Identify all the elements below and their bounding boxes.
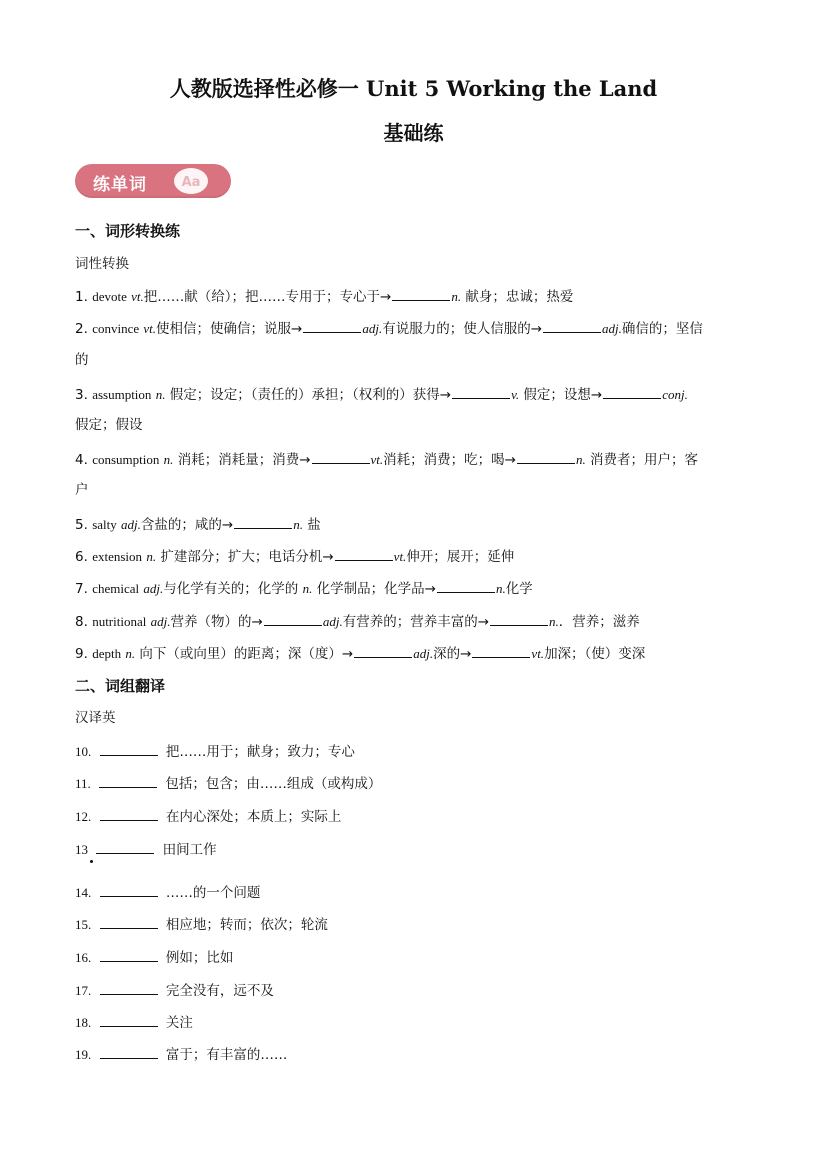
- phrase-item-13: 13 田间工作: [75, 839, 755, 860]
- answer-blank[interactable]: [100, 806, 158, 821]
- phrase-item-19: 19. 富于；有丰富的……: [75, 1044, 755, 1065]
- answer-blank[interactable]: [472, 643, 530, 658]
- answer-blank[interactable]: [100, 980, 158, 995]
- section1-subheading: 词性转换: [75, 256, 129, 272]
- phrase-item-15: 15. 相应地；转而；依次；轮流: [75, 914, 755, 935]
- answer-blank[interactable]: [603, 384, 661, 399]
- answer-blank[interactable]: [100, 1044, 158, 1059]
- item-5: 5. salty adj.含盐的；咸的→ n. 盐: [75, 514, 755, 535]
- answer-blank[interactable]: [517, 449, 575, 464]
- badge-icon-text: Aa: [181, 175, 201, 190]
- section2-subheading: 汉译英: [75, 710, 116, 726]
- answer-blank[interactable]: [312, 449, 370, 464]
- answer-blank[interactable]: [490, 611, 548, 626]
- practice-words-badge: [75, 164, 231, 198]
- answer-blank[interactable]: [100, 914, 158, 929]
- phrase-item-11: 11. 包括；包含；由……组成（或构成）: [75, 773, 755, 794]
- item-4-wrap: 户: [75, 482, 89, 498]
- item-9: 9. depth n. 向下（或向里）的距离；深（度）→ adj.深的→ vt.加深；（使）变深: [75, 643, 755, 664]
- answer-blank[interactable]: [335, 546, 393, 561]
- document-subtitle: 基础练: [383, 121, 444, 145]
- answer-blank[interactable]: [392, 286, 450, 301]
- section2-heading: 二、词组翻译: [75, 677, 166, 695]
- item-4: 4. consumption n. 消耗；消耗量；消费→ vt.消耗；消费；吃；喝→ n. 消费者；用户；客: [75, 449, 755, 470]
- answer-blank[interactable]: [100, 882, 158, 897]
- answer-blank[interactable]: [100, 741, 158, 756]
- item-1: 1. devote vt.把……献（给）；把……专用于；专心于→ n. 献身；忠诚；热爱: [75, 286, 755, 307]
- answer-blank[interactable]: [96, 839, 154, 854]
- stray-dot: [90, 860, 93, 863]
- answer-blank[interactable]: [99, 773, 157, 788]
- answer-blank[interactable]: [452, 384, 510, 399]
- answer-blank[interactable]: [100, 947, 158, 962]
- letters-aa-icon: [171, 166, 211, 196]
- item-6: 6. extension n. 扩建部分；扩大；电话分机→ vt.伸开；展开；延伸: [75, 546, 755, 567]
- badge-label: 练单词: [93, 175, 147, 195]
- phrase-item-17: 17. 完全没有，远不及: [75, 980, 755, 1001]
- document-title: 人教版选择性必修一 Unit 5 Working the Land: [169, 76, 658, 101]
- answer-blank[interactable]: [437, 578, 495, 593]
- answer-blank[interactable]: [264, 611, 322, 626]
- phrase-item-16: 16. 例如；比如: [75, 947, 755, 968]
- answer-blank[interactable]: [543, 318, 601, 333]
- section1-heading: 一、词形转换练: [75, 222, 181, 240]
- answer-blank[interactable]: [100, 1012, 158, 1027]
- phrase-item-18: 18. 关注: [75, 1012, 755, 1033]
- item-7: 7. chemical adj.与化学有关的；化学的 n. 化学制品；化学品→ n.化学: [75, 578, 755, 599]
- answer-blank[interactable]: [354, 643, 412, 658]
- item-2-wrap: 的: [75, 352, 89, 368]
- item-3: 3. assumption n. 假定；设定；（责任的）承担；（权利的）获得→ v. 假定；设想→ conj.: [75, 384, 755, 405]
- phrase-item-10: 10. 把……用于；献身；致力；专心: [75, 741, 755, 762]
- item-8: 8. nutritional adj.营养（物）的→ adj.有营养的；营养丰富的→ n.．营养；滋养: [75, 611, 755, 632]
- item-2: 2. convince vt.使相信；使确信；说服→ adj.有说服力的；使人信服的→ adj.确信的；坚信: [75, 318, 755, 339]
- phrase-item-12: 12. 在内心深处；本质上；实际上: [75, 806, 755, 827]
- item-3-wrap: 假定；假设: [75, 417, 143, 433]
- answer-blank[interactable]: [303, 318, 361, 333]
- answer-blank[interactable]: [234, 514, 292, 529]
- phrase-item-14: 14. ……的一个问题: [75, 882, 755, 903]
